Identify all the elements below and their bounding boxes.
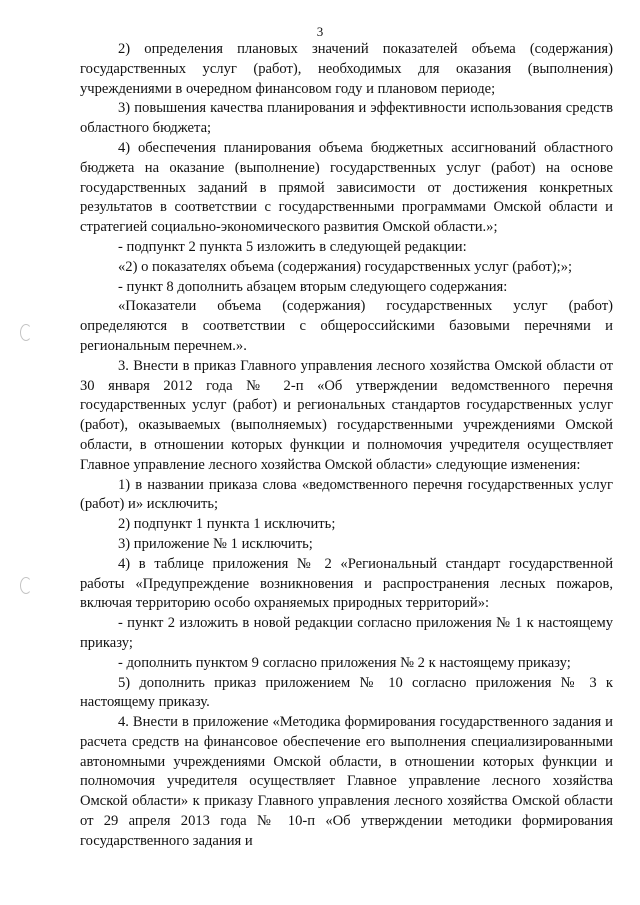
punch-hole-bottom xyxy=(20,577,32,594)
paragraph-item-4: 4) обеспечения планирования объема бюджетных ассигнований областного бюджета на оказание (выполнение) государственных услуг (работ) на основе государственных заданий в прямой зависимости от достижения конкретных результатов в соответствии с государственными программами Омской области и стратегией социально-экономического развития Омской области.»; xyxy=(80,139,613,236)
paragraph-point-8: - пункт 8 дополнить абзацем вторым следующего содержания: xyxy=(118,278,508,295)
paragraph-dash-point-9: - дополнить пунктом 9 согласно приложения № 2 к настоящему приказу; xyxy=(118,654,571,671)
paragraph-section-3-item-2: 2) подпункт 1 пункта 1 исключить; xyxy=(118,516,336,533)
paragraph-section-3-item-1: 1) в названии приказа слова «ведомственного перечня государственных услуг (работ) и» исключить; xyxy=(80,476,613,513)
paragraph-subpoint-2-of-5: - подпункт 2 пункта 5 изложить в следующей редакции: xyxy=(118,238,467,255)
page-number: 3 xyxy=(316,24,324,39)
document-body xyxy=(80,40,613,852)
punch-hole-top xyxy=(20,324,32,341)
paragraph-item-2: 2) определения плановых значений показателей объема (содержания) государственных услуг (работ), необходимых для оказания (выполнения) учреждениями в очередном финансовом году и плановом периоде; xyxy=(80,41,613,97)
paragraph-section-3-item-5: 5) дополнить приказ приложением № 10 согласно приложения № 3 к настоящему приказу. xyxy=(80,674,613,711)
paragraph-section-3: 3. Внести в приказ Главного управления лесного хозяйства Омской области от 30 января 2012 года № 2-п «Об утверждении ведомственного перечня государственных услуг (работ) и региональных стандартов государственных услуг (работ), оказываемых (выполняемых) государственными учреждениями Омской области, в отношении которых функции и полномочия учредителя осуществляет Главное управление лесного хозяйства Омской области» следующие изменения: xyxy=(80,357,613,473)
paragraph-item-3: 3) повышения качества планирования и эффективности использования средств областного бюджета; xyxy=(80,100,613,137)
paragraph-quote-basic-lists: «Показатели объема (содержания) государственных услуг (работ) определяются в соответствии с общероссийскими базовыми перечнями и региональным перечнем.». xyxy=(80,298,613,354)
paragraph-dash-point-2: - пункт 2 изложить в новой редакции согласно приложения № 1 к настоящему приказу; xyxy=(80,615,613,651)
paragraph-quote-indicators: «2) о показателях объема (содержания) государственных услуг (работ);»; xyxy=(118,258,573,275)
paragraph-section-3-item-3: 3) приложение № 1 исключить; xyxy=(118,535,313,552)
paragraph-section-4: 4. Внести в приложение «Методика формирования государственного задания и расчета средств на финансовое обеспечение его выполнения специализированными автономными учреждениями Омской области, в отношении которых функции и полномочия учредителя осуществляет Главное управление лесного хозяйства Омской области» к приказу Главного управления лесного хозяйства Омской области от 29 апреля 2013 года № 10-п «Об утверждении методики формирования государственного задания и xyxy=(80,714,613,849)
paragraph-section-3-item-4: 4) в таблице приложения № 2 «Региональный стандарт государственной работы «Предупреждение возникновения и распространения лесных пожаров, включая территорию особо охраняемых природных территорий»: xyxy=(80,555,613,612)
